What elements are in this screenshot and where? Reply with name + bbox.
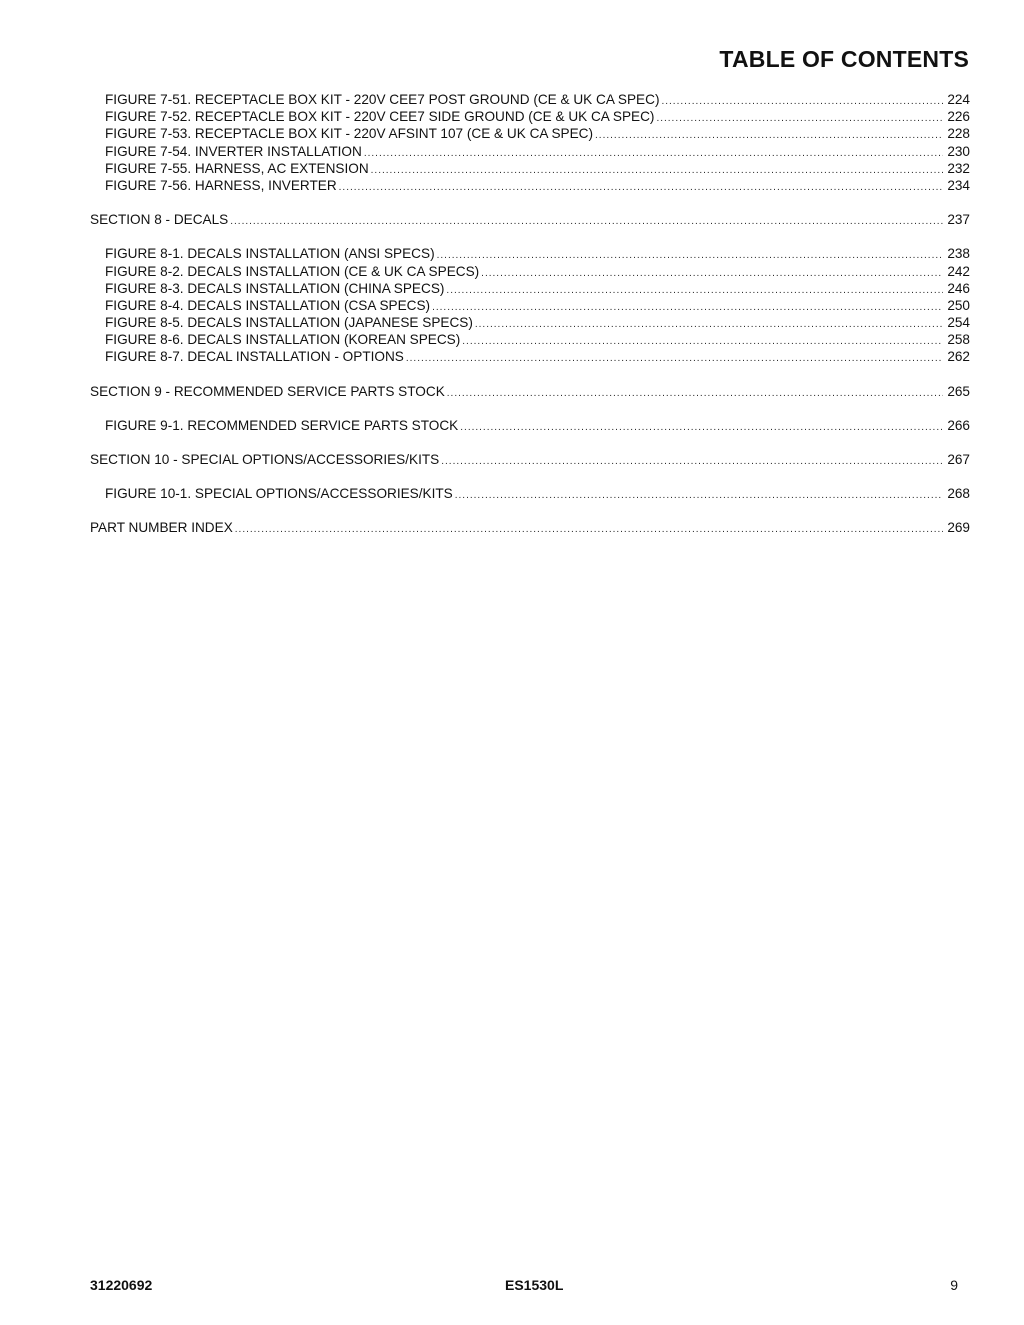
- dot-leader: [441, 453, 943, 468]
- toc-entry-label: FIGURE 8-6. DECALS INSTALLATION (KOREAN SPECS): [105, 332, 461, 348]
- toc-section-label: SECTION 10 - SPECIAL OPTIONS/ACCESSORIES/KITS: [90, 452, 440, 467]
- toc-entry[interactable]: [90, 417, 970, 434]
- toc-entry-label: FIGURE 7-51. RECEPTACLE BOX KIT - 220V CEE7 POST GROUND (CE & UK CA SPEC): [105, 92, 660, 107]
- toc-section-label: SECTION 8 - DECALS: [90, 212, 229, 228]
- toc-entry[interactable]: [90, 297, 970, 314]
- dot-leader: [481, 265, 943, 280]
- toc-entry-label: FIGURE 8-3. DECALS INSTALLATION (CHINA SPECS): [105, 280, 445, 296]
- toc-section-page: 267: [947, 452, 970, 467]
- table-of-contents: [90, 91, 970, 537]
- toc-entry-page: 250: [947, 297, 970, 313]
- toc-entry[interactable]: [90, 108, 970, 125]
- toc-section-entry[interactable]: [90, 211, 970, 228]
- dot-leader: [661, 93, 943, 108]
- toc-section-label: PART NUMBER INDEX: [90, 520, 233, 536]
- dot-leader: [235, 521, 943, 536]
- dot-leader: [595, 127, 943, 142]
- toc-entry-label: FIGURE 8-4. DECALS INSTALLATION (CSA SPECS): [105, 297, 431, 313]
- toc-entry[interactable]: [90, 314, 970, 331]
- dot-leader: [455, 487, 943, 502]
- toc-entry-page: 228: [947, 126, 970, 142]
- page-title: TABLE OF CONTENTS: [719, 46, 969, 72]
- dot-leader: [656, 110, 943, 125]
- toc-section-page: 269: [947, 520, 970, 536]
- toc-entry-page: 226: [947, 109, 970, 125]
- toc-entry-page: 242: [947, 263, 970, 279]
- toc-entry-label: FIGURE 8-7. DECAL INSTALLATION - OPTIONS: [105, 349, 404, 365]
- toc-entry-label: FIGURE 9-1. RECOMMENDED SERVICE PARTS STOCK: [105, 417, 459, 433]
- dot-leader: [230, 213, 943, 228]
- document-number: 31220692: [90, 1277, 153, 1293]
- toc-entry-label: FIGURE 7-53. RECEPTACLE BOX KIT - 220V AFSINT 107 (CE & UK CA SPEC): [105, 126, 594, 142]
- toc-entry[interactable]: [90, 280, 970, 297]
- toc-section-entry[interactable]: [90, 519, 970, 536]
- toc-entry[interactable]: [90, 160, 970, 177]
- dot-leader: [475, 316, 943, 331]
- page-number: 9: [950, 1277, 958, 1293]
- toc-section-page: 237: [947, 212, 970, 228]
- toc-entry-label: FIGURE 10-1. SPECIAL OPTIONS/ACCESSORIES/KITS: [105, 486, 453, 502]
- toc-section-label: SECTION 9 - RECOMMENDED SERVICE PARTS STOCK: [90, 383, 445, 399]
- toc-entry[interactable]: [90, 143, 970, 160]
- toc-entry-label: FIGURE 7-54. INVERTER INSTALLATION: [105, 143, 362, 159]
- toc-entry[interactable]: [90, 91, 970, 108]
- toc-section-page: 265: [947, 383, 970, 399]
- dot-leader: [462, 333, 943, 348]
- model-name: ES1530L: [505, 1277, 564, 1293]
- dot-leader: [460, 419, 943, 434]
- dot-leader: [437, 247, 943, 262]
- toc-entry-page: 224: [947, 92, 970, 107]
- toc-entry-label: FIGURE 8-2. DECALS INSTALLATION (CE & UK CA SPECS): [105, 263, 480, 279]
- page-footer: [0, 1277, 1024, 1297]
- toc-entry-page: 234: [947, 177, 970, 193]
- toc-entry-page: 262: [947, 349, 970, 365]
- toc-entry[interactable]: [90, 263, 970, 280]
- dot-leader: [364, 145, 943, 160]
- toc-entry-page: 232: [947, 160, 970, 176]
- toc-entry-page: 268: [947, 486, 970, 502]
- dot-leader: [406, 350, 943, 365]
- toc-entry[interactable]: [90, 125, 970, 142]
- dot-leader: [446, 282, 943, 297]
- toc-entry-page: 230: [947, 143, 970, 159]
- dot-leader: [339, 179, 943, 194]
- toc-entry[interactable]: [90, 485, 970, 502]
- toc-section-entry[interactable]: [90, 383, 970, 400]
- toc-entry[interactable]: [90, 177, 970, 194]
- toc-entry-page: 258: [947, 332, 970, 348]
- toc-entry[interactable]: [90, 245, 970, 262]
- toc-section-entry[interactable]: [90, 451, 970, 468]
- toc-entry-label: FIGURE 8-1. DECALS INSTALLATION (ANSI SPECS): [105, 246, 435, 262]
- toc-entry-page: 254: [947, 315, 970, 331]
- dot-leader: [447, 385, 943, 400]
- toc-entry[interactable]: [90, 331, 970, 348]
- dot-leader: [371, 162, 943, 177]
- toc-entry-page: 266: [947, 417, 970, 433]
- toc-entry-label: FIGURE 8-5. DECALS INSTALLATION (JAPANESE SPECS): [105, 315, 473, 331]
- toc-entry-label: FIGURE 7-56. HARNESS, INVERTER: [105, 177, 337, 193]
- toc-entry-page: 246: [947, 280, 970, 296]
- toc-entry-label: FIGURE 7-55. HARNESS, AC EXTENSION: [105, 160, 369, 176]
- toc-entry[interactable]: [90, 348, 970, 365]
- toc-entry-page: 238: [947, 246, 970, 262]
- toc-entry-label: FIGURE 7-52. RECEPTACLE BOX KIT - 220V CEE7 SIDE GROUND (CE & UK CA SPEC): [105, 109, 655, 125]
- dot-leader: [432, 299, 943, 314]
